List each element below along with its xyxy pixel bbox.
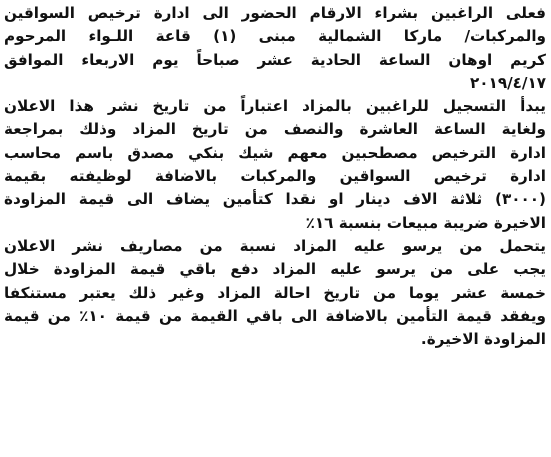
text-line-8: ادارة ترخيص السواقين والمركبات بالاضافة لوظيفته بقيمة — [4, 167, 546, 186]
text-line-14: ويفقد قيمة التأمين بالاضافة الى باقي القيمة من قيمة ١٠٪ من قيمة — [4, 306, 546, 325]
text-line-5: يبدأ التسجيل للراغبين بالمزاد اعتباراً من تاريخ نشر هذا الاعلان — [4, 97, 546, 116]
auction-date: ٢٠١٩/٤/١٧ — [470, 73, 546, 92]
text-line-3: كريم اوهان الساعة الحادية عشر صباحاً يوم الاربعاء الموافق — [4, 50, 546, 69]
text-line-6: ولغاية الساعة العاشرة والنصف من تاريخ المزاد وذلك بمراجعة — [4, 120, 546, 139]
text-line-9: (٣٠٠٠) ثلاثة الاف دينار او نقدا كتأمين يضاف الى قيمة المزاودة — [4, 190, 546, 209]
text-line-11: يتحمل من يرسو عليه المزاد نسبة من مصاريف نشر الاعلان — [4, 236, 546, 255]
text-line-12: يجب على من يرسو عليه المزاد دفع باقي قيمة المزاودة خلال — [4, 260, 546, 279]
text-line-15: المزاودة الاخيرة. — [420, 330, 546, 349]
text-line-2: والمركبات/ ماركا الشمالية مبنى (١) قاعة اللـواء المرحوم — [4, 27, 546, 46]
text-line-1: فعلى الراغبين بشراء الارقام الحضور الى ادارة ترخيص السواقين — [4, 4, 546, 22]
text-line-7: ادارة الترخيص مصطحبين معهم شيك بنكي مصدق باسم محاسب — [4, 143, 546, 162]
text-line-13: خمسة عشر يوما من تاريخ احالة المزاد وغير ذلك يعتبر مستنكفا — [4, 283, 546, 302]
text-line-10: الاخيرة ضريبة مبيعات بنسبة ١٦٪ — [305, 213, 546, 232]
